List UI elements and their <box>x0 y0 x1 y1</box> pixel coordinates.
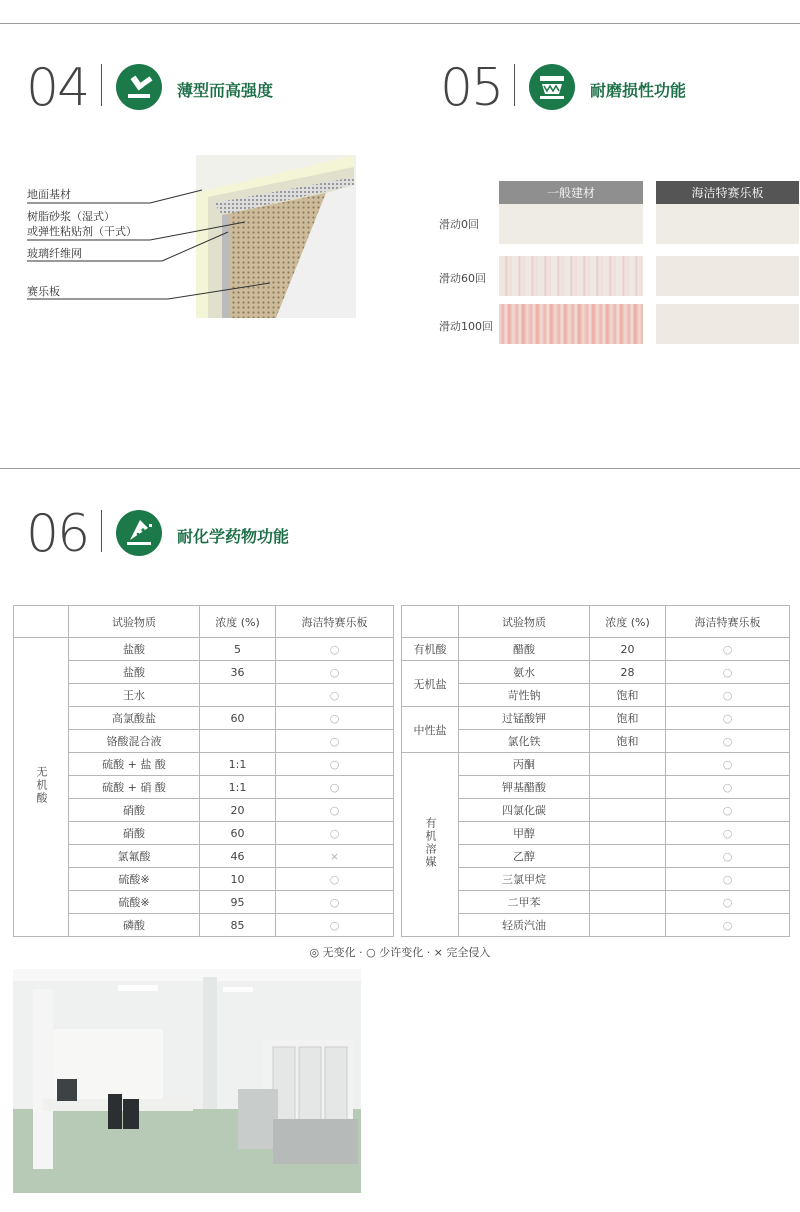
group-organic-solvent <box>402 753 459 937</box>
substance-cell: 丙酮 <box>459 753 590 776</box>
group-label: 有机酸 <box>413 643 447 656</box>
concentration-cell: 36 <box>200 661 276 684</box>
label-mortar: 树脂砂浆（湿式） <box>27 210 115 223</box>
row-label-60: 滑动60回 <box>439 272 486 285</box>
table-gap <box>394 914 402 937</box>
result-mark-cell: ○ <box>276 684 394 707</box>
result-mark-cell: ○ <box>666 638 790 661</box>
result-mark-cell: ○ <box>666 891 790 914</box>
substance-cell: 硫酸 + 盐 酸 <box>69 753 200 776</box>
substance-cell: 硝酸 <box>69 822 200 845</box>
result-mark-cell: ○ <box>276 753 394 776</box>
result-mark-cell: ○ <box>666 661 790 684</box>
result-mark-cell: ○ <box>276 730 394 753</box>
table-gap <box>394 845 402 868</box>
section-05-icon <box>529 64 575 110</box>
concentration-cell: 5 <box>200 638 276 661</box>
label-adhesive: 或弹性粘贴剂（干式） <box>27 225 137 238</box>
substance-cell: 过锰酸钾 <box>459 707 590 730</box>
row-label-0: 滑动0回 <box>439 218 479 231</box>
concentration-cell: 饱和 <box>590 730 666 753</box>
substance-cell: 钾基醋酸 <box>459 776 590 799</box>
concentration-cell: 1:1 <box>200 776 276 799</box>
substance-cell: 乙醇 <box>459 845 590 868</box>
substance-cell: 二甲苯 <box>459 891 590 914</box>
row-label-100: 滑动100回 <box>439 320 493 333</box>
concentration-cell: 20 <box>200 799 276 822</box>
leader-lines <box>0 0 400 320</box>
table-row <box>14 638 790 661</box>
substance-cell: 氯化铁 <box>459 730 590 753</box>
group-label: 有机溶媒 <box>424 817 437 869</box>
header-conc-left: 浓度 (%) <box>200 606 276 638</box>
swatch-general-100 <box>499 304 643 344</box>
swatch-panel-0 <box>656 204 799 244</box>
substance-cell: 甲醇 <box>459 822 590 845</box>
group-neutral-salt <box>402 707 459 753</box>
substance-cell: 硫酸 + 硝 酸 <box>69 776 200 799</box>
substance-cell: 铬酸混合液 <box>69 730 200 753</box>
section-04-number: 04 <box>26 58 89 118</box>
swatch-general-60 <box>499 256 643 296</box>
table-gap <box>394 707 402 730</box>
substance-cell: 硫酸※ <box>69 868 200 891</box>
concentration-cell: 28 <box>590 661 666 684</box>
table-gap <box>394 753 402 776</box>
substance-cell: 苛性钠 <box>459 684 590 707</box>
section-06-separator <box>101 510 102 552</box>
group-label: 无机盐 <box>413 677 447 691</box>
result-mark-cell: ○ <box>666 822 790 845</box>
group-label: 中性盐 <box>413 723 447 737</box>
concentration-cell: 饱和 <box>590 707 666 730</box>
table-legend: ◎ 无变化 · ○ 少许变化 · × 完全侵入 <box>309 946 491 959</box>
table-gap <box>394 661 402 684</box>
concentration-cell <box>590 799 666 822</box>
result-mark-cell: ○ <box>276 822 394 845</box>
table-row <box>14 753 790 776</box>
table-gap <box>394 684 402 707</box>
result-mark-cell: ○ <box>666 868 790 891</box>
header-panel-right: 海洁特赛乐板 <box>666 606 790 638</box>
abrasion-icon <box>529 64 575 110</box>
section-06-number: 06 <box>26 504 89 564</box>
table-gap <box>394 822 402 845</box>
label-substrate: 地面基材 <box>27 188 71 201</box>
table-row <box>14 661 790 684</box>
substance-cell: 醋酸 <box>459 638 590 661</box>
concentration-cell <box>590 845 666 868</box>
result-mark-cell: ○ <box>276 776 394 799</box>
concentration-cell <box>590 776 666 799</box>
table-gap <box>394 776 402 799</box>
swatch-panel-100 <box>656 304 799 344</box>
swatch-panel-60 <box>656 256 799 296</box>
concentration-cell: 10 <box>200 868 276 891</box>
result-mark-cell: ○ <box>666 753 790 776</box>
result-mark-cell: ○ <box>276 707 394 730</box>
result-mark-cell: ○ <box>666 730 790 753</box>
flask-icon <box>116 510 162 556</box>
concentration-cell <box>590 868 666 891</box>
table-row <box>14 707 790 730</box>
header-substance-right: 试验物质 <box>459 606 590 638</box>
column-header-general: 一般建材 <box>499 181 643 205</box>
section-05-number: 05 <box>440 58 503 118</box>
concentration-cell <box>590 753 666 776</box>
result-mark-cell: × <box>276 845 394 868</box>
group-inorganic-acid <box>14 638 69 937</box>
table-gap <box>394 730 402 753</box>
section-05-title: 耐磨损性功能 <box>590 81 687 100</box>
result-mark-cell: ○ <box>666 776 790 799</box>
concentration-cell <box>590 914 666 937</box>
group-inorganic-salt <box>402 661 459 707</box>
concentration-cell: 1:1 <box>200 753 276 776</box>
concentration-cell: 60 <box>200 822 276 845</box>
header-empty-right <box>402 606 459 638</box>
swatch-general-0 <box>499 204 643 244</box>
header-panel-left: 海洁特赛乐板 <box>276 606 394 638</box>
result-mark-cell: ○ <box>276 891 394 914</box>
substance-cell: 硫酸※ <box>69 891 200 914</box>
result-mark-cell: ○ <box>276 799 394 822</box>
table-header-row <box>14 606 790 638</box>
label-panel: 赛乐板 <box>27 285 60 298</box>
middle-divider <box>0 468 800 469</box>
result-mark-cell: ○ <box>276 661 394 684</box>
concentration-cell: 20 <box>590 638 666 661</box>
lab-photo <box>13 969 361 1193</box>
section-06-icon <box>116 510 162 556</box>
group-organic-acid <box>402 638 459 661</box>
concentration-cell: 46 <box>200 845 276 868</box>
header-conc-right: 浓度 (%) <box>590 606 666 638</box>
substance-cell: 王水 <box>69 684 200 707</box>
substance-cell: 盐酸 <box>69 638 200 661</box>
substance-cell: 硝酸 <box>69 799 200 822</box>
substance-cell: 磷酸 <box>69 914 200 937</box>
concentration-cell: 饱和 <box>590 684 666 707</box>
substance-cell: 高氯酸盐 <box>69 707 200 730</box>
group-label: 无机酸 <box>35 766 48 805</box>
result-mark-cell: ○ <box>276 638 394 661</box>
table-gap <box>394 606 402 638</box>
result-mark-cell: ○ <box>666 914 790 937</box>
table-gap <box>394 799 402 822</box>
result-mark-cell: ○ <box>276 914 394 937</box>
substance-cell: 四氯化碳 <box>459 799 590 822</box>
result-mark-cell: ○ <box>276 868 394 891</box>
substance-cell: 盐酸 <box>69 661 200 684</box>
header-empty-left <box>14 606 69 638</box>
result-mark-cell: ○ <box>666 707 790 730</box>
table-gap <box>394 868 402 891</box>
substance-cell: 轻质汽油 <box>459 914 590 937</box>
substance-cell: 氯氟酸 <box>69 845 200 868</box>
table-gap <box>394 638 402 661</box>
column-header-panel: 海洁特赛乐板 <box>656 181 799 205</box>
concentration-cell <box>200 730 276 753</box>
section-04-title: 薄型而高强度 <box>177 81 274 100</box>
concentration-cell: 60 <box>200 707 276 730</box>
concentration-cell <box>200 684 276 707</box>
section-05-separator <box>514 64 515 106</box>
substance-cell: 三氯甲烷 <box>459 868 590 891</box>
label-glass-fiber: 玻璃纤维网 <box>27 247 82 260</box>
section-06-title: 耐化学药物功能 <box>177 527 290 546</box>
header-substance-left: 试验物质 <box>69 606 200 638</box>
chemical-resistance-table <box>13 605 790 937</box>
substance-cell: 氨水 <box>459 661 590 684</box>
concentration-cell <box>590 891 666 914</box>
result-mark-cell: ○ <box>666 799 790 822</box>
concentration-cell <box>590 822 666 845</box>
concentration-cell: 85 <box>200 914 276 937</box>
result-mark-cell: ○ <box>666 684 790 707</box>
concentration-cell: 95 <box>200 891 276 914</box>
table-gap <box>394 891 402 914</box>
result-mark-cell: ○ <box>666 845 790 868</box>
